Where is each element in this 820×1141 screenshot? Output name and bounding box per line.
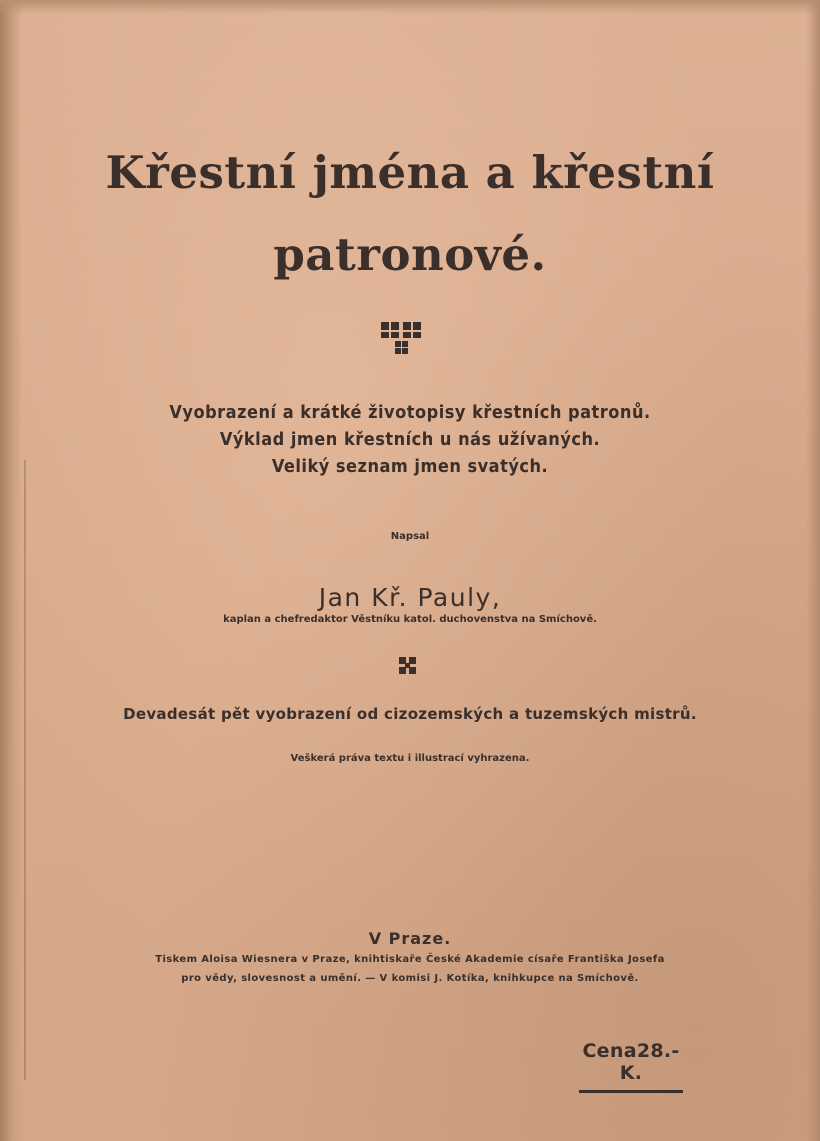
- subtitle-line-2: Výklad jmen křestních u nás užívaných.: [219, 429, 601, 450]
- title-line-1: Křestní jména a křestní: [105, 146, 715, 199]
- title-line-2: patronové.: [273, 228, 547, 281]
- paper-fold-line: [24, 460, 26, 1080]
- author-role: kaplan a chefredaktor Věstníku katol. duchovenstva na Smíchově.: [223, 614, 597, 625]
- imprint-line-1: Tiskem Aloisa Wiesnera v Praze, knihtiskaře České Akademie císaře Františka Josefa: [155, 954, 665, 965]
- subtitle-line-3: Veliký seznam jmen svatých.: [271, 456, 549, 477]
- byline-label: Napsal: [390, 531, 430, 542]
- author-name: Jan Kř. Pauly,: [318, 583, 502, 612]
- rights-notice: Veškerá práva textu i illustrací vyhrazena.: [290, 753, 530, 764]
- price-label: Cena28.-K.: [579, 1040, 683, 1093]
- illustrations-note: Devadesát pět vyobrazení od cizozemských a tuzemských mistrů.: [123, 705, 697, 723]
- small-ornament-icon: [399, 657, 417, 675]
- ornament-icon: [381, 322, 423, 356]
- imprint-place: V Praze.: [368, 929, 452, 948]
- imprint-line-2: pro vědy, slovesnost a umění. — V komisi J. Kotíka, knihkupce na Smíchově.: [181, 973, 639, 984]
- worn-top-edge: [0, 0, 820, 14]
- subtitle-line-1: Vyobrazení a krátké životopisy křestních patronů.: [169, 402, 651, 423]
